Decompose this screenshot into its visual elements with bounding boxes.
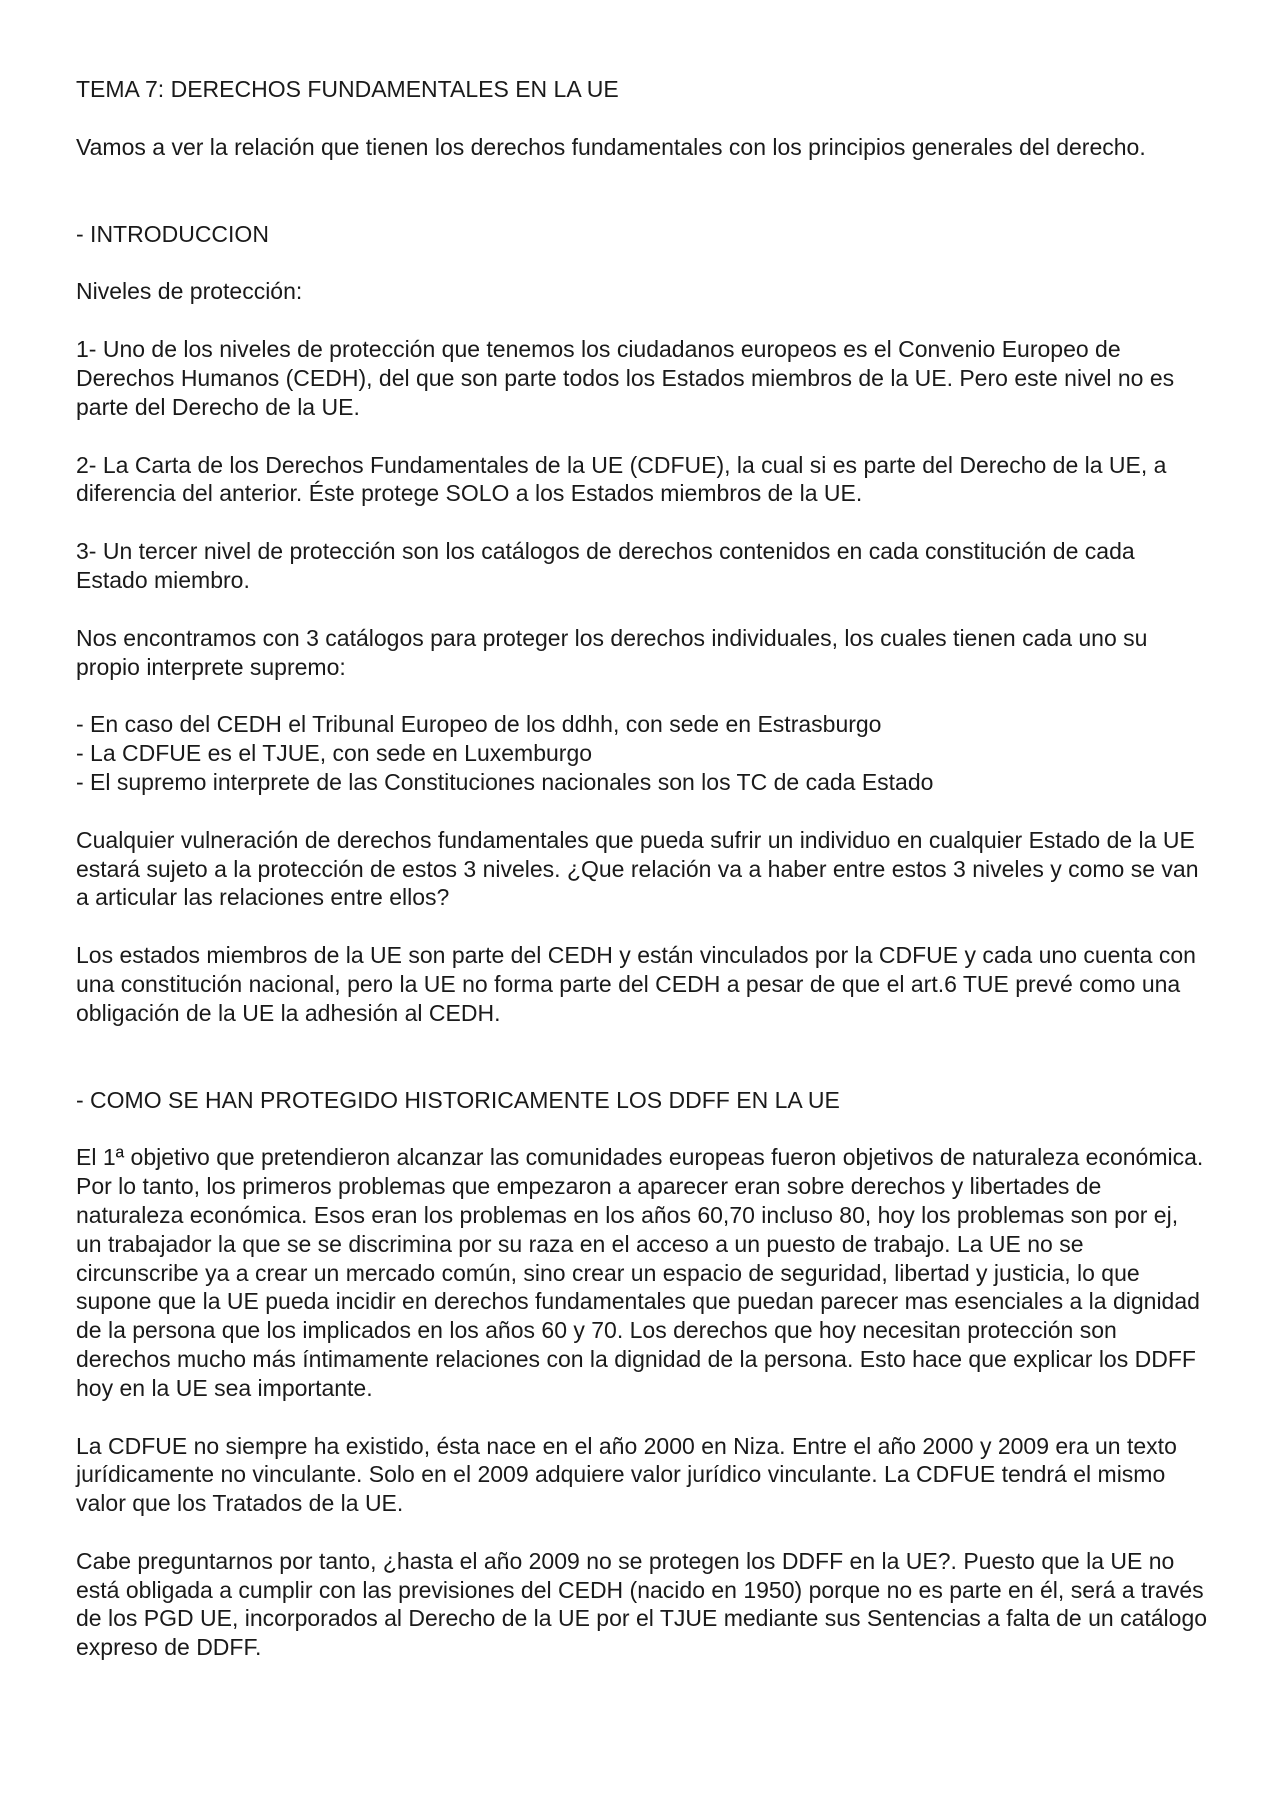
vulneration-paragraph: Cualquier vulneración de derechos fundamentales que pueda sufrir un individuo en cualquier Estado de la UE estará sujeto a la protección de estos 3 niveles. ¿Que relación va a haber entre estos 3 niveles y como se van a articular las relaciones entre ellos? (76, 826, 1199, 911)
level-3-paragraph: 3- Un tercer nivel de protección son los catálogos de derechos contenidos en cada constitución de cada Estado miembro. (76, 538, 1135, 593)
history-paragraph-3: Cabe preguntarnos por tanto, ¿hasta el año 2009 no se protegen los DDFF en la UE?. Puesto que la UE no está obligada a cumplir con las previsiones del CEDH (nacido en 1950) porque no es parte en él, será a través de los PGD UE, incorporados al Derecho de la UE por el TJUE mediante sus Sentencias a falta de un catálogo expreso de DDFF. (76, 1547, 1208, 1661)
levels-label: Niveles de protección: (76, 278, 303, 305)
level-1-paragraph: 1- Uno de los niveles de protección que tenemos los ciudadanos europeos es el Convenio Europeo de Derechos Humanos (CEDH), del que son parte todos los Estados miembros de la UE. Pero este nivel no es parte del Derecho de la UE. (76, 336, 1175, 420)
interpreters-list (76, 710, 1210, 796)
document-title: TEMA 7: DERECHOS FUNDAMENTALES EN LA UE (76, 76, 619, 102)
section-heading-historico: - COMO SE HAN PROTEGIDO HISTORICAMENTE LOS DDFF EN LA UE (76, 1086, 840, 1113)
list-item: - En caso del CEDH el Tribunal Europeo de los ddhh, con sede en Estrasburgo (76, 711, 882, 738)
catalogs-paragraph: Nos encontramos con 3 catálogos para proteger los derechos individuales, los cuales tienen cada uno su propio interprete supremo: (76, 624, 1148, 680)
level-2-paragraph: 2- La Carta de los Derechos Fundamentales de la UE (CDFUE), la cual si es parte del Derecho de la UE, a diferencia del anterior. Éste protege SOLO a los Estados miembros de la UE. (76, 451, 1167, 507)
list-item: - El supremo interprete de las Constituciones nacionales son los TC de cada Estado (76, 768, 934, 795)
section-heading-introduccion: - INTRODUCCION (76, 220, 269, 247)
intro-paragraph: Vamos a ver la relación que tienen los derechos fundamentales con los principios generales del derecho. (76, 133, 1146, 160)
list-item: - La CDFUE es el TJUE, con sede en Luxemburgo (76, 740, 593, 767)
history-paragraph-1: El 1ª objetivo que pretendieron alcanzar las comunidades europeas fueron objetivos de naturaleza económica. Por lo tanto, los primeros problemas que empezaron a aparecer eran sobre derechos y libertades de naturaleza económica. Esos eran los problemas en los años 60,70 incluso 80, hoy los problemas son por ej, un trabajador la que se se discrimina por su raza en el acceso a un puesto de trabajo. La UE no se circunscribe ya a crear un mercado común, sino crear un espacio de seguridad, libertad y justicia, lo que supone que la UE pueda incidir en derechos fundamentales que puedan parecer mas esenciales a la dignidad de la persona que los implicados en los años 60 y 70. Los derechos que hoy necesitan protección son derechos mucho más íntimamente relaciones con la dignidad de la persona. Esto hace que explicar los DDFF hoy en la UE sea importante. (76, 1144, 1204, 1401)
history-paragraph-2: La CDFUE no siempre ha existido, ésta nace en el año 2000 en Niza. Entre el año 2000 y 2009 era un texto jurídicamente no vinculante. Solo en el 2009 adquiere valor jurídico vinculante. La CDFUE tendrá el mismo valor que los Tratados de la UE. (76, 1432, 1177, 1517)
members-paragraph: Los estados miembros de la UE son parte del CEDH y están vinculados por la CDFUE y cada uno cuenta con una constitución nacional, pero la UE no forma parte del CEDH a pesar de que el art.6 TUE prevé como una obligación de la UE la adhesión al CEDH. (76, 942, 1196, 1026)
